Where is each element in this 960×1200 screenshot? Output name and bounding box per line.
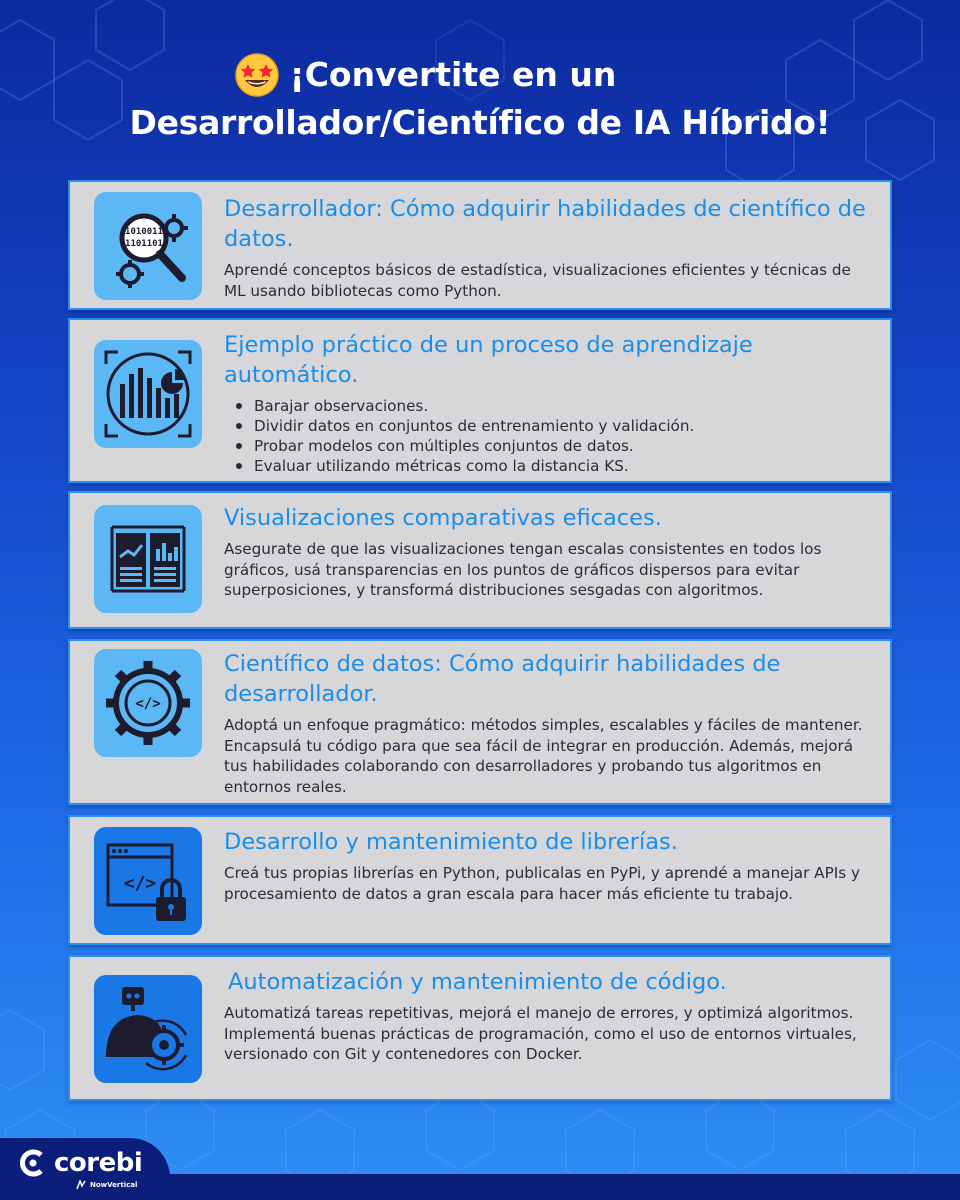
star-struck-emoji-icon [234, 52, 280, 98]
card-icon-container [94, 827, 202, 935]
card-description: Asegurate de que las visualizaciones tengan escalas consistentes en todos los gráficos, usá transparencias en los puntos de gráficos dispersos para evitar superposiciones, y transformá distribuciones sesgadas con algoritmos. [224, 540, 822, 599]
robot-automation-icon [98, 979, 198, 1079]
svg-text:</>: </> [135, 696, 161, 712]
header [0, 52, 960, 148]
list-item: Evaluar utilizando métricas como la distancia KS. [234, 456, 870, 476]
svg-text:1010011: 1010011 [125, 227, 163, 237]
card-libraries [68, 815, 892, 945]
card-icon-container [94, 192, 202, 300]
page-title-line-2: Desarrollador/Científico de IA Híbrido! [129, 103, 831, 142]
card-ml-process [68, 318, 892, 483]
svg-text:1101101: 1101101 [125, 239, 163, 249]
card-title: Automatización y mantenimiento de código. [228, 969, 727, 995]
brand-logo[interactable] [18, 1148, 142, 1178]
card-icon-container [94, 649, 202, 757]
card-bullet-list [234, 396, 870, 476]
binary-magnifier-gears-icon [100, 198, 196, 294]
corebi-logo-icon [18, 1148, 48, 1178]
svg-text:</>: </> [123, 873, 157, 894]
card-description: Adoptá un enfoque pragmático: métodos simples, escalables y fáciles de mantener. Encapsulá tu código para que sea fácil de integrar en producción. Además, mejorá tus habilidades colaborando con desarrolladores y probando tus algoritmos en entornos reales. [224, 716, 863, 796]
card-description: Automatizá tareas repetitivas, mejorá el manejo de errores, y optimizá algoritmos. Implementá buenas prácticas de programación, como el uso de entornos virtuales, versionado con Git y contenedores con Docker. [224, 1004, 857, 1063]
card-icon-container [94, 340, 202, 448]
card-title: Visualizaciones comparativas eficaces. [224, 505, 662, 531]
card-dev-to-data-scientist [68, 180, 892, 310]
card-title: Ejemplo práctico de un proceso de aprendizaje automático. [224, 332, 753, 388]
list-item: Probar modelos con múltiples conjuntos de datos. [234, 436, 870, 456]
card-icon-container [94, 975, 202, 1083]
list-item: Dividir datos en conjuntos de entrenamiento y validación. [234, 416, 870, 436]
card-title: Desarrollador: Cómo adquirir habilidades de científico de datos. [224, 196, 866, 252]
code-window-lock-icon [98, 831, 198, 931]
card-title: Desarrollo y mantenimiento de librerías. [224, 829, 678, 855]
brand-name: corebi [54, 1148, 143, 1178]
nowvertical-logo-icon [76, 1180, 86, 1190]
code-gear-icon [98, 653, 198, 753]
sub-brand-name: NowVertical [90, 1181, 138, 1189]
card-data-scientist-to-dev [68, 639, 892, 805]
card-automation [68, 955, 892, 1101]
card-icon-container [94, 505, 202, 613]
card-description: Creá tus propias librerías en Python, publicalas en PyPi, y aprendé a manejar APIs y procesamiento de datos a gran escala para hacer más eficiente tu trabajo. [224, 864, 860, 903]
card-description: Aprendé conceptos básicos de estadística, visualizaciones eficientes y técnicas de ML usando bibliotecas como Python. [224, 261, 851, 300]
card-visualizations [68, 491, 892, 629]
title-line-1 [0, 52, 960, 98]
card-title: Científico de datos: Cómo adquirir habilidades de desarrollador. [224, 651, 781, 707]
comparison-dashboard-icon [98, 509, 198, 609]
list-item: Barajar observaciones. [234, 396, 870, 416]
footer [0, 1138, 960, 1200]
sub-brand [76, 1180, 137, 1190]
page-title-line-1: ¡Convertite en un [289, 55, 617, 94]
analytics-chart-icon [98, 344, 198, 444]
